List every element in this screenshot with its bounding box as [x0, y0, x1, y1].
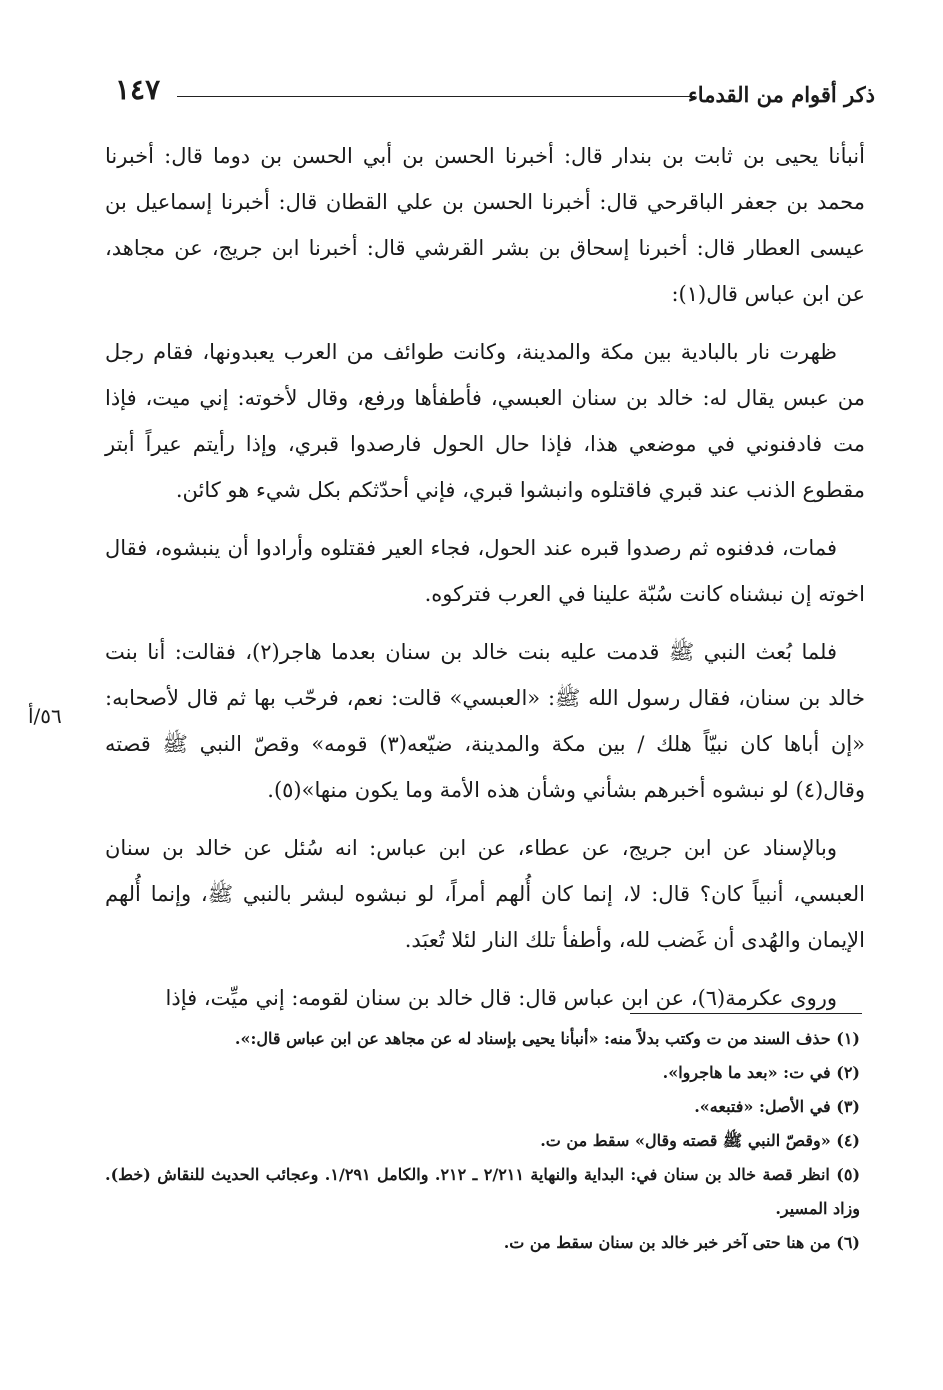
- header-rule: [177, 96, 695, 97]
- footnote-1: (١) حذف السند من ت وكتب بدلاً منه: «أنبأنا يحيى بإسناد له عن مجاهد عن ابن عباس قال:».: [234, 1029, 860, 1048]
- page-number: ١٤٧: [115, 73, 161, 106]
- paragraph-isnad-ata: وبالإسناد عن ابن جريج، عن عطاء، عن ابن عباس: انه سُئل عن خالد بن سنان العبسي، أنبياً كان؟ قال: لا، إنما كان أُلهم أمراً، لو نبشوه لبشر بالنبي ﷺ، وإنما أُلهم الإيمان والهُدى أن غَضب لله، وأطفأ تلك النار لئلا تُعبَد.: [105, 836, 865, 952]
- paragraph-isnad: أنبأنا يحيى بن ثابت بن بندار قال: أخبرنا الحسن بن أبي الحسن بن دوما قال: أخبرنا محمد بن جعفر الباقرحي قال: أخبرنا الحسن بن علي القطان قال: أخبرنا إسماعيل بن عيسى العطار قال: أخبرنا إسحاق بن بشر القرشي قال: أخبرنا ابن جريج، عن مجاهد، عن ابن عباس قال(١):: [105, 144, 865, 306]
- margin-note: ٥٦/أ: [28, 704, 62, 728]
- footnote-2: (٢) في ت: «بعد ما هاجروا».: [662, 1063, 860, 1082]
- footnote-4: (٤) «وقصّ النبي ﷺ قصته وقال» سقط من ت.: [540, 1131, 860, 1150]
- main-text: [105, 133, 865, 1033]
- paragraph-death: فمات، فدفنوه ثم رصدوا قبره عند الحول، فجاء العير فقتلوه وأرادوا أن ينبشوه، فقال اخوته إن نبشناه كانت سُبّة علينا في العرب فتركوه.: [105, 536, 865, 606]
- running-title: ذكر أقوام من القدماء: [687, 82, 875, 107]
- footnote-5: (٥) انظر قصة خالد بن سنان في: البداية والنهاية ٢/٢١١ ـ ٢١٢. والكامل ١/٢٩١. وعجائب الحديث للنقاش (خط). وزاد المسير.: [105, 1165, 861, 1218]
- paragraph-fire: ظهرت نار بالبادية بين مكة والمدينة، وكانت طوائف من العرب يعبدونها، فقام رجل من عبس يقال له: خالد بن سنان العبسي، فأطفأها ورفع، وقال لأخوته: إني ميت، فإذا مت فادفنوني في موضعي هذا، فإذا حال الحول فارصدوا قبري، وإذا رأيتم عيراً أبتر مقطوع الذنب عند قبري فاقتلوه وانبشوا قبري، فإني أحدّثكم بكل شيء هو كائن.: [105, 340, 865, 502]
- paragraph-ikrima: وروى عكرمة(٦)، عن ابن عباس قال: قال خالد بن سنان لقومه: إني ميِّت، فإذا: [165, 986, 837, 1010]
- paragraph-prophet: فلما بُعث النبي ﷺ قدمت عليه بنت خالد بن سنان بعدما هاجر(٢)، فقالت: أنا بنت خالد بن سنان، فقال رسول الله ﷺ: «العبسي» قالت: نعم، فرحّب بها ثم قال لأصحابه: «إن أباها كان نبيّاً هلك / بين مكة والمدينة، ضيّعه(٣) قومه» وقصّ النبي ﷺ قصته وقال(٤) لو نبشوه أخبرهم بشأني وشأن هذه الأمة وما يكون منها»(٥).: [105, 640, 866, 802]
- footnote-6: (٦) من هنا حتى آخر خبر خالد بن سنان سقط من ت.: [503, 1233, 860, 1252]
- footnotes: [105, 1022, 860, 1260]
- footnote-rule: [630, 1013, 862, 1014]
- page-header: [115, 72, 875, 112]
- footnote-3: (٣) في الأصل: «فتبعه».: [694, 1097, 860, 1116]
